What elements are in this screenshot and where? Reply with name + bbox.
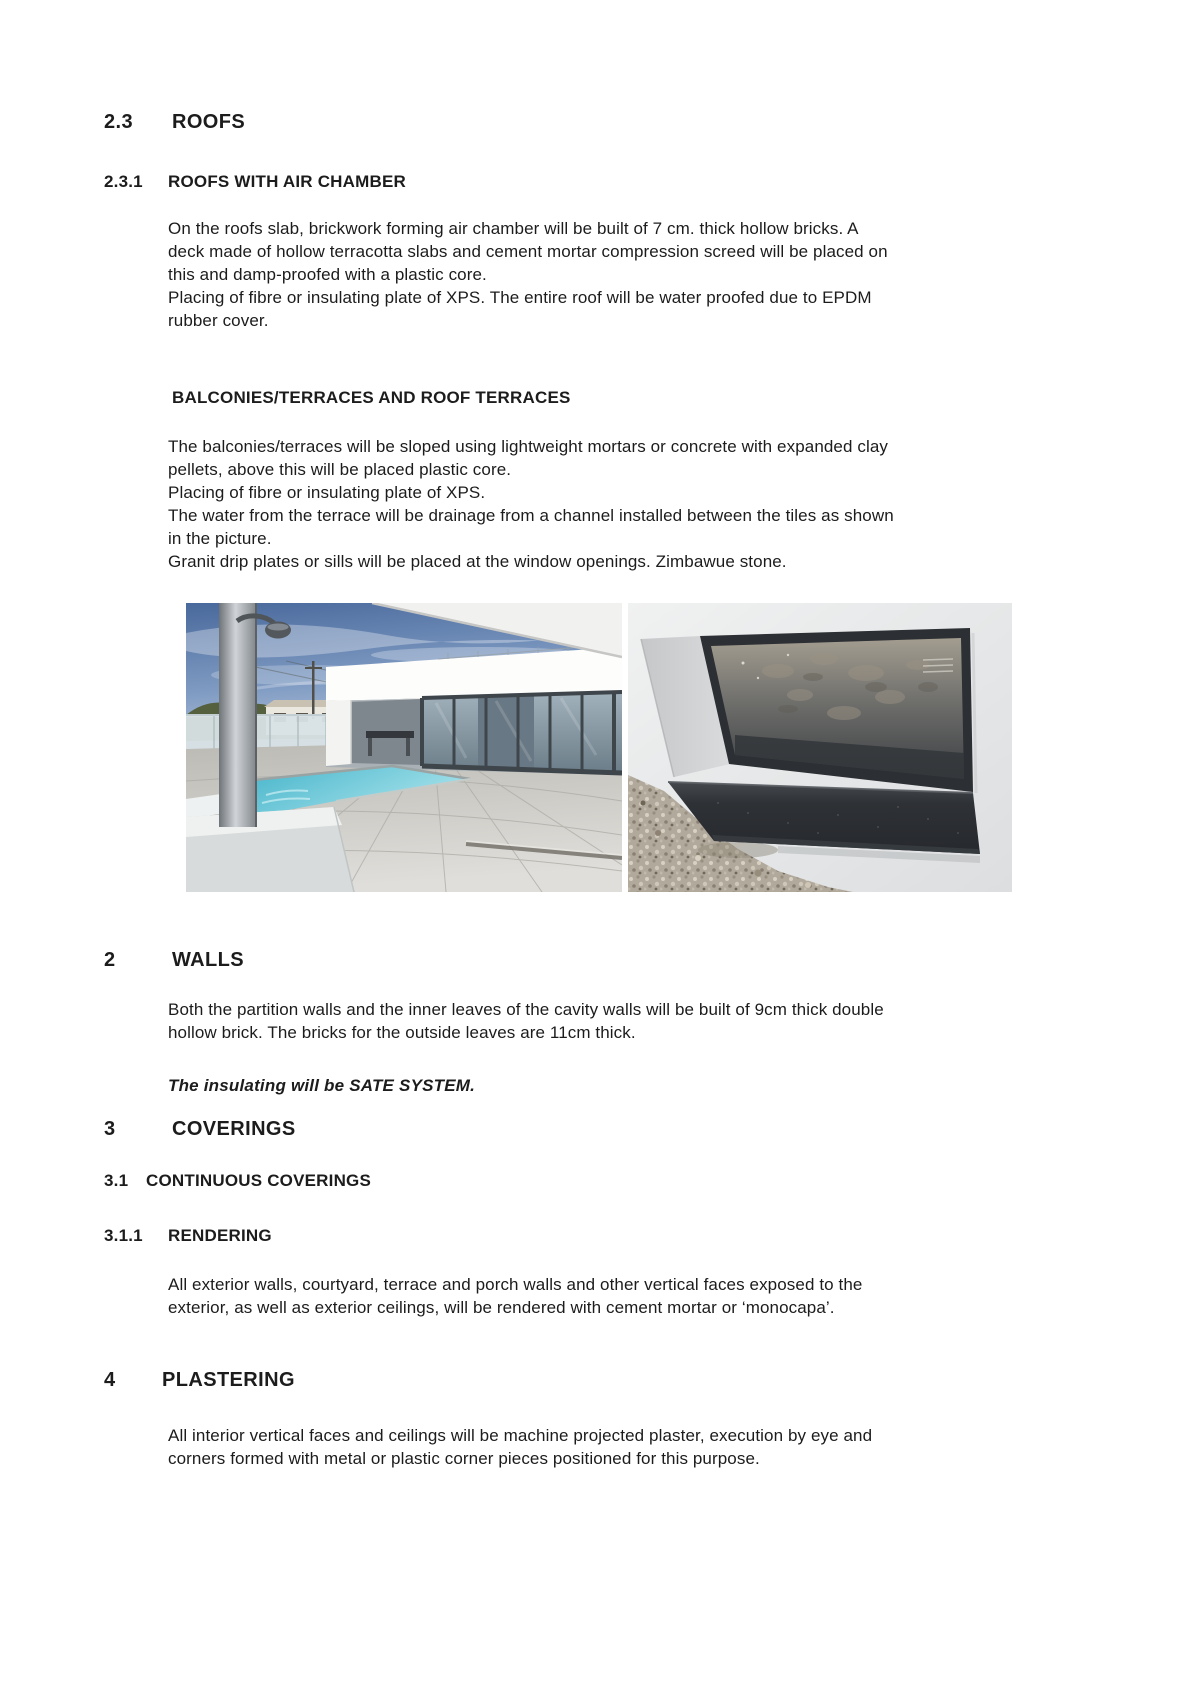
subsection-number: 3.1.1 (104, 1226, 143, 1245)
section-title: PLASTERING (162, 1369, 295, 1391)
photo-pool-terrace (186, 603, 622, 892)
text-line: All exterior walls, courtyard, terrace and porch walls and other vertical faces exposed to the (168, 1275, 863, 1294)
text-line: deck made of hollow terracotta slabs and cement mortar compression screed will be placed on (168, 242, 888, 261)
paragraph-balconies-terraces (168, 435, 894, 573)
text-line: The water from the terrace will be drainage from a channel installed between the tiles as shown (168, 506, 894, 525)
text-line: this and damp-proofed with a plastic core. (168, 265, 487, 284)
paragraph-roofs-air-chamber (168, 217, 888, 332)
text-line: rubber cover. (168, 311, 269, 330)
subsection-number: 2.3.1 (104, 172, 143, 191)
subsection-title: CONTINUOUS COVERINGS (146, 1171, 372, 1190)
text-line: Both the partition walls and the inner leaves of the cavity walls will be built of 9cm thick double (168, 1000, 884, 1019)
subsection-heading-continuous-coverings (104, 1170, 371, 1191)
section-number: 4 (104, 1369, 116, 1391)
subsection-number: 3.1 (104, 1171, 129, 1190)
section-title: COVERINGS (172, 1118, 296, 1140)
subsection-title: ROOFS WITH AIR CHAMBER (168, 172, 406, 191)
subsection-title: RENDERING (168, 1226, 272, 1245)
text-line: On the roofs slab, brickwork forming air chamber will be built of 7 cm. thick hollow bricks. A (168, 219, 859, 238)
text-line: exterior, as well as exterior ceilings, will be rendered with cement mortar or ‘monocapa’. (168, 1298, 835, 1317)
text-line: in the picture. (168, 529, 272, 548)
paragraph-walls (168, 998, 884, 1044)
section-heading-coverings (104, 1117, 296, 1141)
insulating-note: The insulating will be SATE SYSTEM. (168, 1076, 476, 1095)
paragraph-plastering (168, 1424, 872, 1470)
text-line: The balconies/terraces will be sloped using lightweight mortars or concrete with expanded clay (168, 437, 888, 456)
text-line: corners formed with metal or plastic corner pieces positioned for this purpose. (168, 1449, 760, 1468)
text-line: Granit drip plates or sills will be placed at the window openings. Zimbawue stone. (168, 552, 787, 571)
text-line: hollow brick. The bricks for the outside leaves are 11cm thick. (168, 1023, 636, 1042)
text-line: Placing of fibre or insulating plate of XPS. The entire roof will be water proofed due to EPDM (168, 288, 872, 307)
paragraph-rendering (168, 1273, 862, 1319)
text-line: Placing of fibre or insulating plate of XPS. (168, 483, 486, 502)
section-number: 2.3 (104, 111, 134, 133)
subsection-heading-rendering (104, 1225, 272, 1246)
section-number: 2 (104, 949, 116, 971)
photo-window-granite-sill (628, 603, 1012, 892)
section-title: ROOFS (172, 111, 246, 133)
text-line: All interior vertical faces and ceilings will be machine projected plaster, execution by eye and (168, 1426, 873, 1445)
section-heading-plastering (104, 1368, 295, 1392)
subsection-heading-balconies-terraces (172, 387, 571, 408)
section-heading-roofs (104, 110, 245, 134)
subsection-heading-roofs-air-chamber (104, 171, 406, 192)
subsection-title: BALCONIES/TERRACES AND ROOF TERRACES (172, 388, 571, 407)
section-number: 3 (104, 1118, 116, 1140)
section-heading-walls (104, 948, 244, 972)
section-title: WALLS (172, 949, 244, 971)
text-line: pellets, above this will be placed plastic core. (168, 460, 512, 479)
